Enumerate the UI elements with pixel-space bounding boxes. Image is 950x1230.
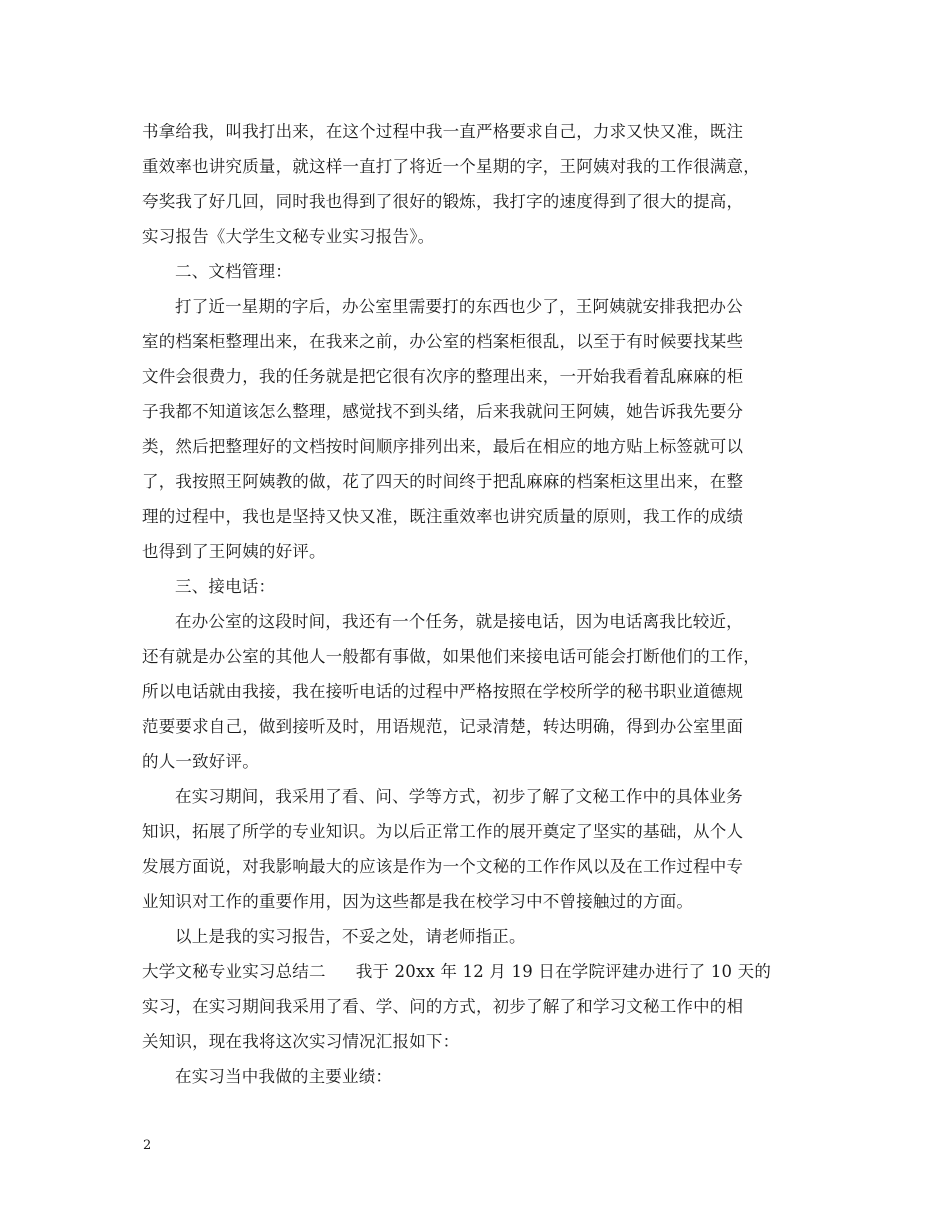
text-line: 理的过程中，我也是坚持又快又准，既注重效率也讲究质量的原则，我工作的成绩: [142, 507, 744, 526]
section-heading-phone: 三、接电话：: [175, 577, 276, 596]
text-line: 所以电话就由我接，我在接听电话的过程中严格按照在学校所学的秘书职业道德规: [142, 682, 744, 701]
document-body: [142, 114, 824, 1094]
text-line: 的人一致好评。: [142, 752, 259, 771]
text-line: 夸奖我了好几回，同时我也得到了很好的锻炼，我打字的速度得到了很大的提高，: [142, 192, 744, 211]
text-line: 业知识对工作的重要作用，因为这些都是我在校学习中不曾接触过的方面。: [142, 892, 694, 911]
text-line: 了，我按照王阿姨教的做，花了四天的时间终于把乱麻麻的档案柜这里出来，在整: [142, 472, 744, 491]
text-line: 在实习当中我做的主要业绩：: [175, 1067, 393, 1086]
section-heading-document-management: 二、文档管理：: [175, 262, 292, 281]
text-line: 知识，拓展了所学的专业知识。为以后正常工作的展开奠定了坚实的基础，从个人: [142, 822, 744, 841]
text-line: 还有就是办公室的其他人一般都有事做，如果他们来接电话可能会打断他们的工作，: [142, 647, 760, 666]
text-line: 在实习期间，我采用了看、问、学等方式，初步了解了文秘工作中的具体业务: [175, 787, 743, 806]
text-line: 文件会很费力，我的任务就是把它很有次序的整理出来，一开始我看着乱麻麻的柜: [142, 367, 744, 386]
text-line: 发展方面说，对我影响最大的应该是作为一个文秘的工作作风以及在工作过程中专: [142, 857, 744, 876]
text-line: 室的档案柜整理出来，在我来之前，办公室的档案柜很乱，以至于有时候要找某些: [142, 332, 744, 351]
text-line: 关知识，现在我将这次实习情况汇报如下：: [142, 1032, 460, 1051]
section-title: 大学文秘专业实习总结二: [142, 962, 326, 981]
text-line: 实习报告《大学生文秘专业实习报告》。: [142, 227, 435, 246]
text-line: 打了近一星期的字后，办公室里需要打的东西也少了，王阿姨就安排我把办公: [175, 297, 743, 316]
text-line: 在办公室的这段时间，我还有一个任务，就是接电话，因为电话离我比较近，: [175, 612, 743, 631]
page-number: 2: [143, 1138, 152, 1153]
text-line: 以上是我的实习报告，不妥之处，请老师指正。: [175, 927, 526, 946]
section-first-line: 我于 20xx 年 12 月 19 日在学院评建办进行了 10 天的: [355, 962, 772, 981]
text-line: 重效率也讲究质量，就这样一直打了将近一个星期的字，王阿姨对我的工作很满意，: [142, 157, 760, 176]
text-line: 也得到了王阿姨的好评。: [142, 542, 326, 561]
text-line: 类，然后把整理好的文档按时间顺序排列出来，最后在相应的地方贴上标签就可以: [142, 437, 744, 456]
text-line: 书拿给我，叫我打出来，在这个过程中我一直严格要求自己，力求又快又准，既注: [142, 122, 744, 141]
section-title-line: [142, 954, 824, 989]
text-line: 范要要求自己，做到接听及时，用语规范，记录清楚，转达明确，得到办公室里面: [142, 717, 744, 736]
text-line: 实习，在实习期间我采用了看、学、问的方式，初步了解了和学习文秘工作中的相: [142, 997, 744, 1016]
text-line: 子我都不知道该怎么整理，感觉找不到头绪，后来我就问王阿姨，她告诉我先要分: [142, 402, 744, 421]
